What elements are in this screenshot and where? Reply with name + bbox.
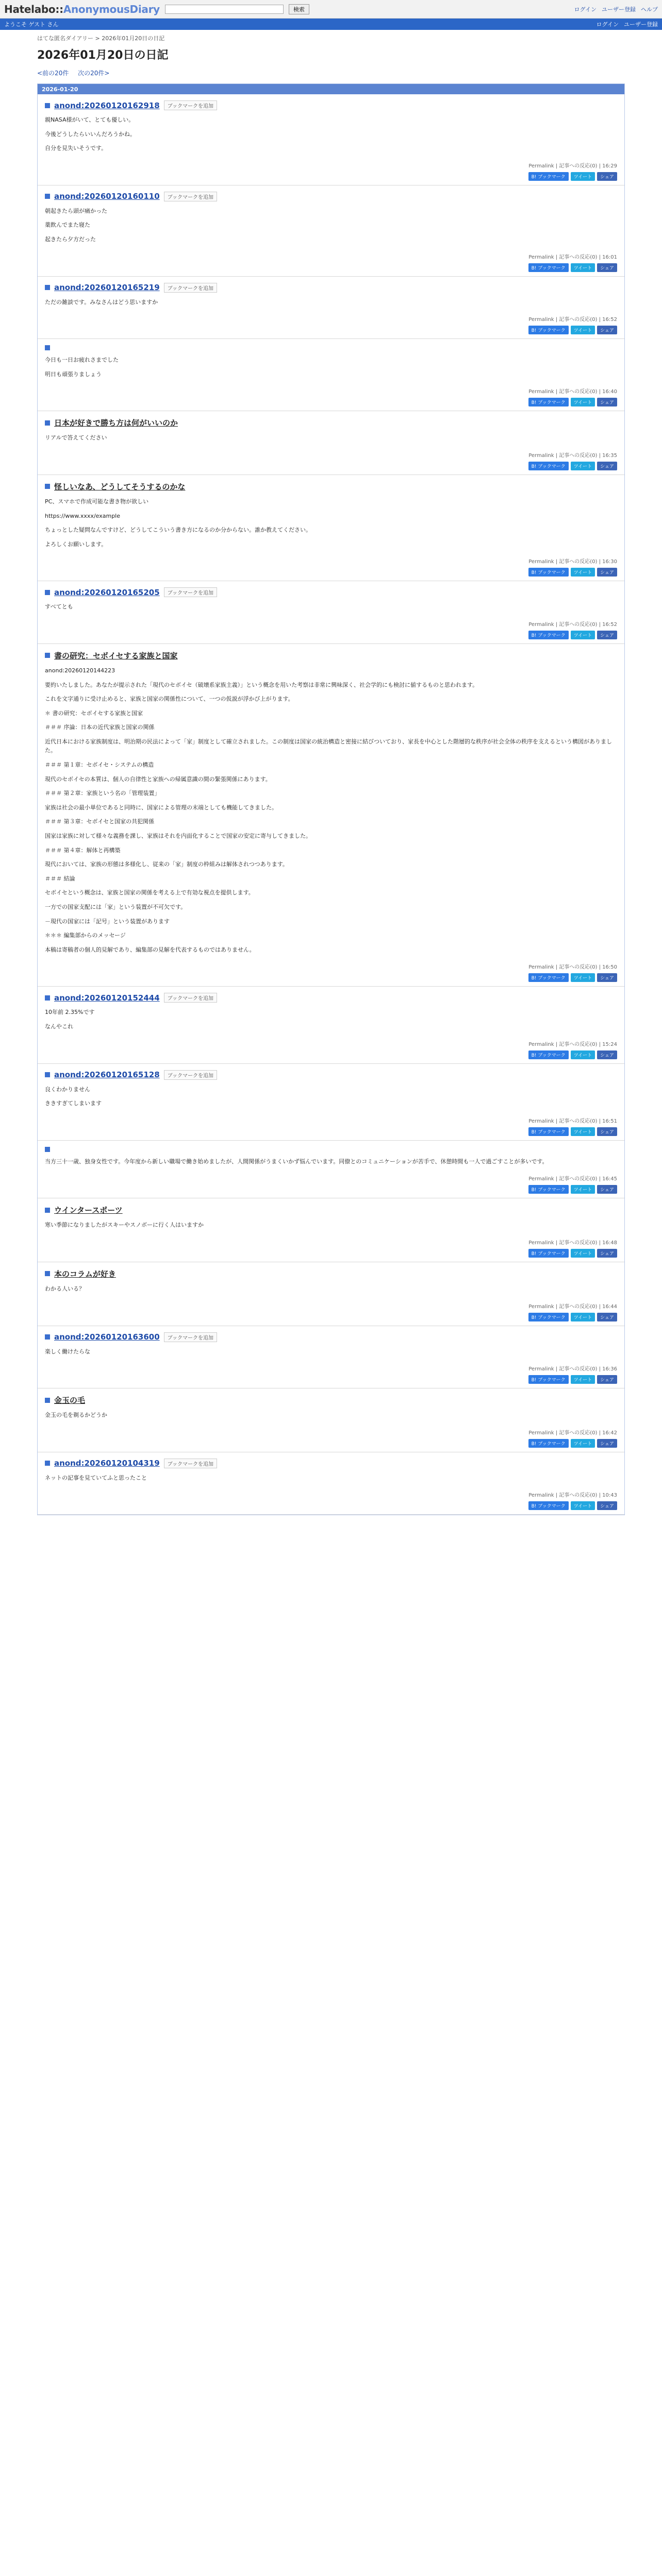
entry-bullet-icon <box>45 1072 50 1077</box>
facebook-share-button[interactable]: シェア <box>597 326 617 334</box>
entry-paragraph: https://www.xxxx/example <box>45 512 120 519</box>
entry-paragraph: ＃＃＃ 第１章：セボイセ・システムの構造 <box>45 761 154 769</box>
entry-title <box>45 1395 617 1405</box>
entry-footer[interactable]: Permalink | 記事への反応(0) | 16:51 <box>528 1118 617 1124</box>
entry-paragraph: ＊＊＊ 編集部からのメッセージ <box>45 932 126 939</box>
entry-paragraph: 当方三十一歳、独身女性です。今年度から新しい職場で働き始めましたが、人間関係がうまくいかず悩んでいます。同僚とのコミュニケーションが苦手で、休憩時間も一人で過ごすことが多いです。 <box>45 1158 548 1165</box>
facebook-share-button[interactable]: シェア <box>597 263 617 272</box>
entry <box>38 185 624 277</box>
entry-paragraph: 薬飲んでまた寝た <box>45 222 90 229</box>
facebook-share-button[interactable]: シェア <box>597 1249 617 1258</box>
facebook-share-button[interactable]: シェア <box>597 1313 617 1321</box>
entry <box>38 475 624 581</box>
share-buttons <box>45 1313 617 1321</box>
entry-paragraph: 現代のセボイセの本質は、個人の自律性と家族への帰属意識の間の緊張関係にあります。 <box>45 775 271 783</box>
entries-list <box>38 94 624 1515</box>
entry <box>38 1064 624 1141</box>
entry-title-link[interactable]: 怪しいなあ、どうしてそうするのかな <box>54 482 186 492</box>
tweet-button[interactable]: ツイート <box>571 568 595 577</box>
facebook-share-button[interactable]: シェア <box>597 631 617 639</box>
entry-paragraph: わかる人いる？ <box>45 1285 85 1292</box>
add-bookmark-button[interactable]: ブックマークを追加 <box>164 1459 217 1468</box>
register-link[interactable]: ユーザー登録 <box>602 6 636 13</box>
tweet-button[interactable]: ツイート <box>571 973 595 982</box>
facebook-share-button[interactable]: シェア <box>597 1185 617 1194</box>
entry <box>38 987 624 1063</box>
next-page-link[interactable]: 次の20件> <box>78 70 110 77</box>
entry-body <box>45 1008 617 1031</box>
facebook-share-button[interactable]: シェア <box>597 1375 617 1384</box>
entry-paragraph: ききすぎてしまいます <box>45 1100 102 1107</box>
entry-paragraph: よろしくお願いします。 <box>45 540 107 548</box>
entry-body <box>45 1221 617 1230</box>
entry-paragraph: リアルで答えてください <box>45 434 107 442</box>
share-buttons <box>45 1501 617 1510</box>
share-buttons <box>45 326 617 334</box>
entry-paragraph: 寒い季節になりましたがスキーやスノボーに行く人はいますか <box>45 1222 204 1229</box>
facebook-share-button[interactable]: シェア <box>597 1439 617 1448</box>
entry-bullet-icon <box>45 484 50 489</box>
breadcrumb[interactable]: はてな匿名ダイアリー > 2026年01月20日の日記 <box>37 35 165 42</box>
entry-footer[interactable]: Permalink | 記事への反応(0) | 10:43 <box>528 1493 617 1499</box>
bookmark-share-button[interactable]: B! ブックマーク <box>528 1127 569 1136</box>
share-buttons <box>45 973 617 982</box>
entry-paragraph: ちょっとした疑問なんですけど、どうしてこういう書き方になるのか分からない。誰か教えてください。 <box>45 527 311 534</box>
bookmark-share-button[interactable]: B! ブックマーク <box>528 462 569 470</box>
tweet-button[interactable]: ツイート <box>571 1127 595 1136</box>
entry-paragraph: PC、スマホで作成可能な書き物が欲しい <box>45 498 149 505</box>
entry-footer[interactable]: Permalink | 記事への反応(0) | 16:29 <box>528 163 617 169</box>
entry-title <box>45 345 617 350</box>
bookmark-share-button[interactable]: B! ブックマーク <box>528 631 569 639</box>
entry-title-link[interactable]: ウインタースポーツ <box>54 1206 123 1215</box>
entry-paragraph: 一方での国家支配には「家」という装置が不可欠です。 <box>45 904 187 910</box>
entry-title-link[interactable]: anond:20260120165128 <box>54 1070 160 1080</box>
entry-footer[interactable]: Permalink | 記事への反応(0) | 15:24 <box>528 1041 617 1047</box>
entry-paragraph: ＃＃＃ 第４章：解体と再構築 <box>45 846 121 854</box>
entry <box>38 277 624 340</box>
entry-body <box>45 1411 617 1420</box>
add-bookmark-button[interactable]: ブックマークを追加 <box>164 993 217 1003</box>
facebook-share-button[interactable]: シェア <box>597 398 617 406</box>
share-buttons <box>45 172 617 181</box>
entry-bullet-icon <box>45 194 50 199</box>
entry-paragraph: 要約いたしました。あなたが提示された「現代のセボイセ（破壊系家族主義）」という概念を用いた考察は非常に興味深く、社会学的にも検討に値するものと思われます。 <box>45 681 478 688</box>
entry-title <box>45 283 617 293</box>
search-button[interactable]: 検索 <box>289 4 309 14</box>
entry-footer[interactable]: Permalink | 記事への反応(0) | 16:52 <box>528 621 617 628</box>
entry-title <box>45 1459 617 1468</box>
entry-footer[interactable]: Permalink | 記事への反応(0) | 16:50 <box>528 964 617 971</box>
tweet-button[interactable]: ツイート <box>571 1501 595 1510</box>
entry-footer[interactable]: Permalink | 記事への反応(0) | 16:52 <box>528 317 617 323</box>
entry-paragraph: ＃＃＃ 序論：日本の近代家族と国家の関係 <box>45 724 155 731</box>
entry-footer[interactable]: Permalink | 記事への反応(0) | 16:48 <box>528 1240 617 1246</box>
entry-bullet-icon <box>45 653 50 658</box>
entry-title-link[interactable]: anond:20260120163600 <box>54 1332 160 1342</box>
bookmark-share-button[interactable]: B! ブックマーク <box>528 1501 569 1510</box>
day-header: 2026-01-20 <box>38 84 624 94</box>
add-bookmark-button[interactable]: ブックマークを追加 <box>164 587 217 597</box>
entry <box>38 1388 624 1452</box>
entry-title <box>45 100 617 110</box>
entry-paragraph: 近代日本における家族制度は、明治期の民法によって「家」制度として確立されました。この制度は国家の統治構造と密接に結びついており、家長を中心とした階層的な秩序が社会全体の秩序を支えるという構図がありました。 <box>45 738 612 754</box>
prev-page-link[interactable]: <前の20件 <box>37 70 69 77</box>
entry-bullet-icon <box>45 285 50 290</box>
entry-paragraph: 10年前 2.35%です <box>45 1009 95 1016</box>
entry <box>38 1452 624 1515</box>
entry-paragraph: これを文字通りに受け止めると、家族と国家の関係性について、一つの仮説が浮かび上がります。 <box>45 696 294 703</box>
facebook-share-button[interactable]: シェア <box>597 1050 617 1059</box>
bookmark-share-button[interactable]: B! ブックマーク <box>528 1375 569 1384</box>
entry <box>38 1262 624 1326</box>
entry-body <box>45 207 617 244</box>
entry-title <box>45 1205 617 1215</box>
entry-paragraph: 良くわかりません <box>45 1086 90 1093</box>
entry <box>38 94 624 185</box>
bookmark-share-button[interactable]: B! ブックマーク <box>528 1185 569 1194</box>
entry-paragraph: 親NASA様がいて、とても優しい。 <box>45 116 135 123</box>
entry-bullet-icon <box>45 1398 50 1403</box>
share-buttons <box>45 1439 617 1448</box>
entry-paragraph: 楽しく働けたらな <box>45 1348 90 1355</box>
share-buttons <box>45 1249 617 1258</box>
entry-paragraph: 本稿は寄稿者の個人的見解であり、編集部の見解を代表するものではありません。 <box>45 946 255 953</box>
facebook-share-button[interactable]: シェア <box>597 973 617 982</box>
bookmark-share-button[interactable]: B! ブックマーク <box>528 326 569 334</box>
add-bookmark-button[interactable]: ブックマークを追加 <box>164 1070 217 1080</box>
entry <box>38 644 624 987</box>
entry-title-link[interactable]: 金玉の毛 <box>54 1396 86 1405</box>
entry-title-link[interactable]: 書の研究：セボイセする家族と国家 <box>54 651 178 660</box>
entry-body <box>45 1157 617 1166</box>
entry-footer[interactable]: Permalink | 記事への反応(0) | 16:40 <box>528 389 617 395</box>
facebook-share-button[interactable]: シェア <box>597 172 617 181</box>
site-logo[interactable]: Hatelabo::AnonymousDiary <box>4 3 160 15</box>
tweet-button[interactable]: ツイート <box>571 1050 595 1059</box>
entry-body <box>45 497 617 549</box>
entry-bullet-icon <box>45 995 50 1001</box>
entry-bullet-icon <box>45 345 50 350</box>
share-buttons <box>45 263 617 272</box>
entry-footer[interactable]: Permalink | 記事への反応(0) | 16:01 <box>528 254 617 260</box>
entry-title-link[interactable]: anond:20260120104319 <box>54 1459 160 1468</box>
entry-title-link[interactable]: anond:20260120165205 <box>54 587 160 597</box>
entry-paragraph: すべてとも <box>45 603 73 611</box>
entry-body <box>45 433 617 443</box>
entry-paragraph: ＊ 書の研究：セボイセする家族と国家 <box>45 709 143 717</box>
help-link[interactable]: ヘルプ <box>641 6 658 13</box>
entry-bullet-icon <box>45 1147 50 1152</box>
tweet-button[interactable]: ツイート <box>571 1249 595 1258</box>
bookmark-share-button[interactable]: B! ブックマーク <box>528 568 569 577</box>
bookmark-share-button[interactable]: B! ブックマーク <box>528 398 569 406</box>
entry-title-link[interactable]: 本のコラムが好き <box>54 1269 116 1279</box>
facebook-share-button[interactable]: シェア <box>597 1127 617 1136</box>
entry-title <box>45 481 617 492</box>
tweet-button[interactable]: ツイート <box>571 631 595 639</box>
page-title: 2026年01月20日の日記 <box>37 49 169 62</box>
entry-paragraph: －現代の国家には「記号」という装置があります <box>45 918 170 925</box>
entry-paragraph: anond:20260120144223 <box>45 667 115 674</box>
entry-bullet-icon <box>45 1334 50 1340</box>
entry-title <box>45 1268 617 1279</box>
entry-paragraph: セボイセという概念は、家族と国家の関係を考える上で有効な視点を提供します。 <box>45 889 254 896</box>
share-buttons <box>45 631 617 639</box>
tweet-button[interactable]: ツイート <box>571 1313 595 1321</box>
entry <box>38 1198 624 1262</box>
entry-body <box>45 602 617 612</box>
entry-paragraph: 国家は家族に対して様々な義務を課し、家族はそれを内面化することで国家の安定に寄与してきました。 <box>45 833 311 840</box>
bookmark-share-button[interactable]: B! ブックマーク <box>528 1313 569 1321</box>
header-bar <box>0 0 662 19</box>
share-buttons <box>45 1375 617 1384</box>
entry <box>38 1326 624 1389</box>
entry <box>38 1141 624 1199</box>
entry <box>38 411 624 475</box>
entry <box>38 581 624 644</box>
subbar-register-link[interactable]: ユーザー登録 <box>624 21 658 28</box>
facebook-share-button[interactable]: シェア <box>597 568 617 577</box>
entry-paragraph: 今日も一日お疲れさまでした <box>45 357 119 364</box>
share-buttons <box>45 1185 617 1194</box>
entry-body <box>45 115 617 153</box>
add-bookmark-button[interactable]: ブックマークを追加 <box>164 283 217 293</box>
entry-paragraph: 今後どうしたらいいんだろうかね。 <box>45 130 136 138</box>
entry-paragraph: 起きたら夕方だった <box>45 235 96 243</box>
entry-title <box>45 1147 617 1152</box>
entry-title-link[interactable]: anond:20260120165219 <box>54 283 160 293</box>
header-links <box>574 5 658 13</box>
subbar-login-link[interactable]: ログイン <box>596 21 619 28</box>
entry-paragraph: なんやこれ <box>45 1023 73 1030</box>
entry-footer[interactable]: Permalink | 記事への反応(0) | 16:42 <box>528 1430 617 1436</box>
entry-paragraph: 現代においては、家族の形態は多様化し、従来の「家」制度の枠組みは解体されつつあります。 <box>45 861 288 868</box>
share-buttons <box>45 568 617 577</box>
entry-body <box>45 355 617 379</box>
facebook-share-button[interactable]: シェア <box>597 1501 617 1510</box>
bookmark-share-button[interactable]: B! ブックマーク <box>528 1050 569 1059</box>
bookmark-share-button[interactable]: B! ブックマーク <box>528 172 569 181</box>
entry-body <box>45 1347 617 1357</box>
entry-footer[interactable]: Permalink | 記事への反応(0) | 16:45 <box>528 1176 617 1182</box>
entry-paragraph: ただの雑談です。みなさんはどう思いますか <box>45 298 158 306</box>
entry-body <box>45 1085 617 1108</box>
share-buttons <box>45 1050 617 1059</box>
entry-title <box>45 1070 617 1080</box>
tweet-button[interactable]: ツイート <box>571 326 595 334</box>
entry-body <box>45 298 617 307</box>
entry-paragraph: 家族は社会の最小単位であると同時に、国家による管理の末端としても機能してきました。 <box>45 804 277 811</box>
entry-title <box>45 1332 617 1342</box>
tweet-button[interactable]: ツイート <box>571 398 595 406</box>
bookmark-share-button[interactable]: B! ブックマーク <box>528 973 569 982</box>
entry-title <box>45 650 617 661</box>
search-input[interactable] <box>165 5 284 14</box>
login-link[interactable]: ログイン <box>574 6 597 13</box>
entry-bullet-icon <box>45 420 50 426</box>
add-bookmark-button[interactable]: ブックマークを追加 <box>164 1332 217 1342</box>
share-buttons <box>45 1127 617 1136</box>
facebook-share-button[interactable]: シェア <box>597 462 617 470</box>
tweet-button[interactable]: ツイート <box>571 1375 595 1384</box>
day-container <box>37 83 625 1515</box>
tweet-button[interactable]: ツイート <box>571 462 595 470</box>
entry-body <box>45 1473 617 1483</box>
entry-paragraph: ＃＃＃ 第２章：家族という名の「管理装置」 <box>45 790 160 797</box>
entry-title-link[interactable]: anond:20260120162918 <box>54 100 160 110</box>
entry-paragraph: 明日も頑張りましょう <box>45 370 102 378</box>
entry-body <box>45 666 617 954</box>
entry-footer[interactable]: Permalink | 記事への反応(0) | 16:36 <box>528 1366 617 1372</box>
entry-title <box>45 587 617 597</box>
entry-footer[interactable]: Permalink | 記事への反応(0) | 16:35 <box>528 452 617 459</box>
entry-bullet-icon <box>45 590 50 595</box>
entry-paragraph: 自分を見失いそうです。 <box>45 145 107 152</box>
add-bookmark-button[interactable]: ブックマークを追加 <box>164 192 217 201</box>
entry <box>38 339 624 411</box>
entry-bullet-icon <box>45 1461 50 1466</box>
entry-paragraph: 朝起きたら頭が痛かった <box>45 207 107 214</box>
bookmark-share-button[interactable]: B! ブックマーク <box>528 263 569 272</box>
welcome-text: ようこそ ゲスト さん <box>4 21 59 28</box>
entry-paragraph: ネットの記事を見ていてふと思ったこと <box>45 1474 147 1481</box>
add-bookmark-button[interactable]: ブックマークを追加 <box>164 100 217 110</box>
entry-body <box>45 1284 617 1294</box>
bookmark-share-button[interactable]: B! ブックマーク <box>528 1249 569 1258</box>
sub-navigation-bar <box>0 19 662 30</box>
entry-title-link[interactable]: anond:20260120160110 <box>54 192 160 201</box>
bookmark-share-button[interactable]: B! ブックマーク <box>528 1439 569 1448</box>
entry-paragraph: 金玉の毛を剃るかどうか <box>45 1412 107 1419</box>
tweet-button[interactable]: ツイート <box>571 172 595 181</box>
entry-title-link[interactable]: 日本が好きで勝ち方は何がいいのか <box>54 418 178 428</box>
entry-bullet-icon <box>45 1271 50 1276</box>
pager <box>0 62 662 77</box>
share-buttons <box>45 462 617 470</box>
share-buttons <box>45 398 617 406</box>
entry-title <box>45 192 617 201</box>
entry-bullet-icon <box>45 103 50 108</box>
entry-footer[interactable]: Permalink | 記事への反応(0) | 16:30 <box>528 559 617 565</box>
entry-paragraph: ＃＃＃ 第３章：セボイセと国家の共犯関係 <box>45 818 155 825</box>
entry-bullet-icon <box>45 1208 50 1213</box>
entry-footer[interactable]: Permalink | 記事への反応(0) | 16:44 <box>528 1303 617 1310</box>
entry-title <box>45 993 617 1003</box>
entry-title <box>45 417 617 428</box>
entry-paragraph: ＃＃＃ 結論 <box>45 875 75 882</box>
tweet-button[interactable]: ツイート <box>571 1185 595 1194</box>
tweet-button[interactable]: ツイート <box>571 1439 595 1448</box>
tweet-button[interactable]: ツイート <box>571 263 595 272</box>
entry-title-link[interactable]: anond:20260120152444 <box>54 993 160 1003</box>
